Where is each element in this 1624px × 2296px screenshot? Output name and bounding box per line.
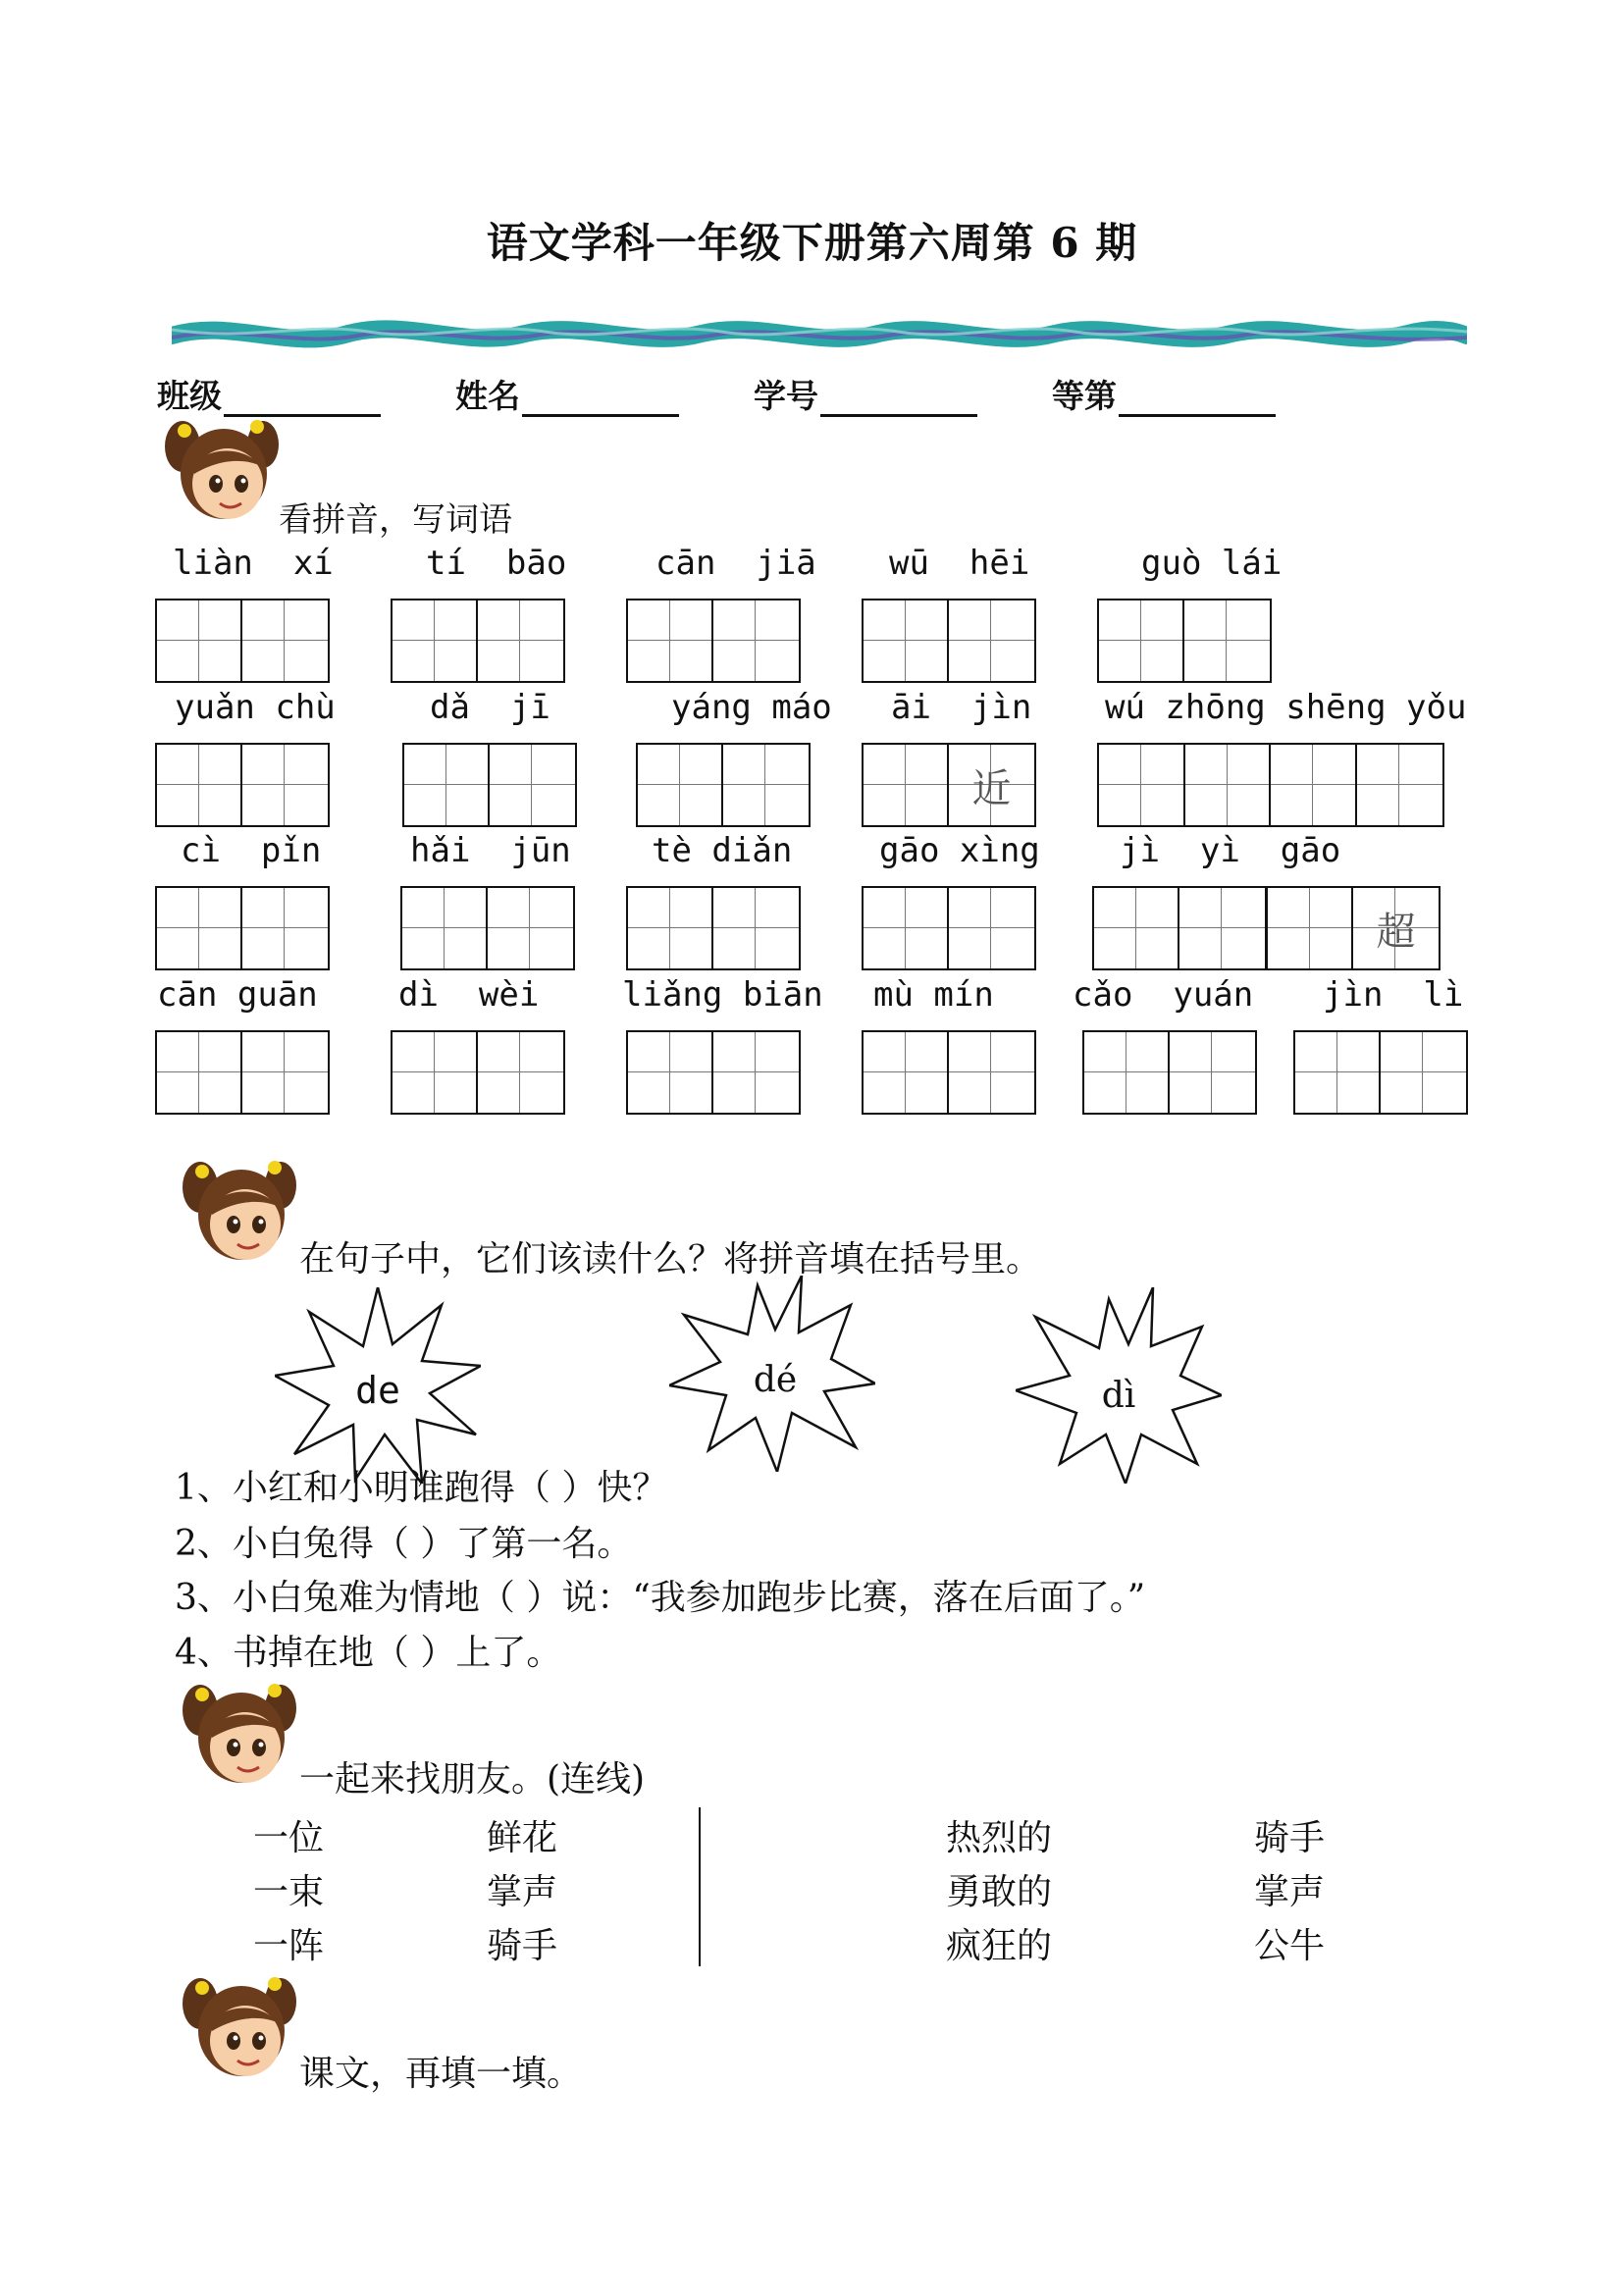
pinyin-label: gāo xìng bbox=[879, 831, 1040, 870]
writing-cell[interactable] bbox=[242, 600, 328, 681]
writing-cell[interactable] bbox=[157, 600, 242, 681]
name-field[interactable]: 姓名 bbox=[455, 371, 679, 417]
cell-hint-char bbox=[713, 888, 799, 968]
cell-hint-char bbox=[628, 888, 711, 968]
student-number-field[interactable]: 学号 bbox=[754, 371, 977, 417]
girl-icon bbox=[173, 1158, 300, 1268]
writing-grid[interactable] bbox=[862, 743, 1036, 827]
pinyin-label: hǎi jūn bbox=[410, 831, 571, 870]
writing-grid[interactable] bbox=[626, 1030, 801, 1115]
cell-hint-char bbox=[1295, 1032, 1379, 1113]
writing-grid[interactable] bbox=[391, 599, 565, 683]
writing-grid[interactable] bbox=[155, 599, 330, 683]
pinyin-label: yuǎn chù bbox=[175, 688, 336, 727]
cell-hint-char bbox=[402, 888, 486, 968]
cell-hint-char: 近 bbox=[971, 765, 1012, 811]
writing-cell[interactable] bbox=[713, 1032, 799, 1113]
name-blank[interactable] bbox=[522, 381, 679, 417]
cell-hint-char bbox=[478, 1032, 563, 1113]
writing-grid[interactable] bbox=[155, 886, 330, 970]
pinyin-label: tí bāo bbox=[426, 544, 567, 583]
writing-cell[interactable] bbox=[949, 745, 1034, 825]
writing-cell[interactable] bbox=[713, 600, 799, 681]
writing-grid[interactable] bbox=[862, 1030, 1036, 1115]
writing-cell[interactable] bbox=[1179, 888, 1265, 968]
class-blank[interactable] bbox=[224, 381, 381, 417]
cell-hint-char bbox=[1271, 745, 1355, 825]
starburst-icon bbox=[669, 1276, 875, 1472]
writing-cell[interactable] bbox=[242, 888, 328, 968]
noun-word-2[interactable]: 掌声 bbox=[487, 1872, 558, 1912]
pinyin-label: liǎng biān bbox=[622, 975, 823, 1015]
cell-hint-char bbox=[1268, 888, 1351, 968]
pinyin-label: tè diǎn bbox=[652, 831, 793, 870]
student-number-blank[interactable] bbox=[820, 381, 977, 417]
pinyin-label: liàn xí bbox=[173, 544, 334, 583]
section2-instruction: 在句子中，它们该读什么？将拼音填在括号里。 bbox=[299, 1239, 1042, 1279]
writing-cell[interactable] bbox=[864, 888, 949, 968]
writing-cell[interactable] bbox=[864, 600, 949, 681]
writing-cell[interactable] bbox=[949, 888, 1034, 968]
star-label-de: de bbox=[355, 1369, 400, 1412]
writing-cell[interactable] bbox=[478, 1032, 563, 1113]
sentence-2: 2、小白兔得（ ）了第一名。 bbox=[175, 1524, 633, 1564]
writing-cell[interactable] bbox=[864, 745, 949, 825]
measure-word-3[interactable]: 一阵 bbox=[253, 1926, 325, 1966]
pinyin-label: mù mín bbox=[873, 975, 994, 1015]
cell-hint-char bbox=[488, 888, 573, 968]
writing-cell[interactable] bbox=[628, 888, 713, 968]
writing-cell[interactable] bbox=[1357, 745, 1442, 825]
cell-hint-char bbox=[628, 1032, 711, 1113]
column-divider bbox=[699, 1807, 701, 1966]
cell-hint-char bbox=[723, 745, 809, 825]
girl-icon bbox=[155, 417, 283, 527]
cell-hint-char bbox=[949, 1032, 1034, 1113]
writing-grid[interactable] bbox=[155, 743, 330, 827]
writing-cell[interactable] bbox=[1295, 1032, 1381, 1113]
cell-hint-char bbox=[157, 888, 240, 968]
writing-cell[interactable] bbox=[949, 600, 1034, 681]
cell-hint-char bbox=[1184, 600, 1270, 681]
writing-grid[interactable] bbox=[626, 886, 801, 970]
writing-grid[interactable] bbox=[1097, 743, 1444, 827]
cell-hint-char bbox=[478, 600, 563, 681]
cell-hint-char bbox=[242, 600, 328, 681]
girl-icon bbox=[173, 1681, 300, 1791]
cell-hint-char bbox=[628, 600, 711, 681]
cell-hint-char bbox=[1179, 888, 1265, 968]
sentence-1: 1、小红和小明谁跑得（ ）快？ bbox=[175, 1468, 668, 1508]
cell-hint-char bbox=[949, 888, 1034, 968]
sentence-3: 3、小白兔难为情地（ ）说：“我参加跑步比赛，落在后面了。” bbox=[175, 1578, 1146, 1618]
cell-hint-char bbox=[713, 600, 799, 681]
star-label-di: dì bbox=[1101, 1376, 1136, 1416]
pinyin-label: jì yì gāo bbox=[1120, 831, 1341, 870]
object-word-1[interactable]: 骑手 bbox=[1254, 1818, 1326, 1858]
cell-hint-char bbox=[949, 600, 1034, 681]
cell-hint-char bbox=[242, 745, 328, 825]
cell-hint-char: 超 bbox=[1376, 909, 1416, 955]
measure-word-2[interactable]: 一束 bbox=[253, 1872, 325, 1912]
cell-hint-char bbox=[1381, 1032, 1466, 1113]
pinyin-label: jìn lì bbox=[1323, 975, 1464, 1015]
writing-cell[interactable] bbox=[1353, 888, 1439, 968]
cell-hint-char bbox=[1170, 1032, 1255, 1113]
pinyin-label: cì pǐn bbox=[181, 831, 322, 870]
writing-cell[interactable] bbox=[242, 745, 328, 825]
writing-cell[interactable] bbox=[393, 1032, 478, 1113]
writing-grid[interactable] bbox=[391, 1030, 565, 1115]
pinyin-label: cān guān bbox=[157, 975, 318, 1015]
writing-cell[interactable] bbox=[1099, 745, 1185, 825]
object-word-3[interactable]: 公牛 bbox=[1254, 1926, 1326, 1966]
cell-hint-char bbox=[393, 600, 476, 681]
cell-hint-char bbox=[157, 745, 240, 825]
writing-cell[interactable] bbox=[1170, 1032, 1255, 1113]
grade-field[interactable]: 等第 bbox=[1052, 371, 1276, 417]
writing-cell[interactable] bbox=[1271, 745, 1357, 825]
writing-cell[interactable] bbox=[1185, 745, 1272, 825]
cell-hint-char bbox=[864, 745, 947, 825]
writing-cell[interactable] bbox=[402, 888, 488, 968]
starburst-icon bbox=[275, 1287, 481, 1484]
cell-hint-char bbox=[1094, 888, 1178, 968]
writing-cell[interactable] bbox=[404, 745, 490, 825]
cell-hint-char bbox=[1099, 745, 1183, 825]
writing-grid[interactable] bbox=[1082, 1030, 1257, 1115]
writing-grid[interactable] bbox=[626, 599, 801, 683]
sentence-4: 4、书掉在地（ ）上了。 bbox=[175, 1633, 562, 1673]
object-word-2[interactable]: 掌声 bbox=[1254, 1872, 1326, 1912]
adjective-word-2[interactable]: 勇敢的 bbox=[946, 1872, 1053, 1912]
girl-icon bbox=[173, 1974, 300, 2084]
writing-grid[interactable] bbox=[1293, 1030, 1468, 1115]
cell-hint-char bbox=[864, 888, 947, 968]
writing-grid[interactable] bbox=[862, 599, 1036, 683]
writing-cell[interactable] bbox=[488, 888, 573, 968]
cell-hint-char bbox=[490, 745, 575, 825]
pinyin-label: dǎ jī bbox=[430, 688, 550, 727]
star-label-de2: dé bbox=[753, 1360, 798, 1400]
writing-cell[interactable] bbox=[490, 745, 575, 825]
pinyin-label: cān jiā bbox=[655, 544, 816, 583]
writing-cell[interactable] bbox=[723, 745, 809, 825]
writing-grid[interactable] bbox=[1092, 886, 1267, 970]
cell-hint-char bbox=[157, 600, 240, 681]
cell-hint-char bbox=[638, 745, 721, 825]
pinyin-label: guò lái bbox=[1141, 544, 1283, 583]
writing-cell[interactable] bbox=[157, 1032, 242, 1113]
cell-hint-char bbox=[1099, 600, 1182, 681]
writing-cell[interactable] bbox=[628, 1032, 713, 1113]
writing-cell[interactable] bbox=[1184, 600, 1270, 681]
writing-cell[interactable] bbox=[713, 888, 799, 968]
starburst-icon bbox=[1016, 1287, 1222, 1484]
cell-hint-char bbox=[1084, 1032, 1168, 1113]
writing-grid[interactable] bbox=[636, 743, 811, 827]
cell-hint-char bbox=[404, 745, 488, 825]
pinyin-label: wū hēi bbox=[889, 544, 1030, 583]
section3-instruction: 一起来找朋友。(连线) bbox=[299, 1759, 646, 1800]
writing-cell[interactable] bbox=[1084, 1032, 1170, 1113]
writing-grid[interactable] bbox=[1097, 599, 1272, 683]
writing-grid[interactable] bbox=[862, 886, 1036, 970]
noun-word-1[interactable]: 鲜花 bbox=[487, 1818, 558, 1858]
writing-cell[interactable] bbox=[242, 1032, 328, 1113]
writing-grid[interactable] bbox=[1266, 886, 1441, 970]
section1-instruction: 看拼音，写词语 bbox=[279, 500, 512, 540]
cell-hint-char bbox=[713, 1032, 799, 1113]
cell-hint-char bbox=[242, 1032, 328, 1113]
adjective-word-3[interactable]: 疯狂的 bbox=[946, 1926, 1053, 1966]
writing-grid[interactable] bbox=[402, 743, 577, 827]
writing-grid[interactable] bbox=[400, 886, 575, 970]
pinyin-label: yáng máo bbox=[671, 688, 832, 727]
writing-cell[interactable] bbox=[628, 600, 713, 681]
section4-instruction: 课文，再填一填。 bbox=[299, 2054, 583, 2094]
cell-hint-char bbox=[1185, 745, 1270, 825]
writing-cell[interactable] bbox=[1094, 888, 1179, 968]
pinyin-label: āi jìn bbox=[891, 688, 1032, 727]
writing-cell[interactable] bbox=[864, 1032, 949, 1113]
pinyin-label: wú zhōng shēng yǒu bbox=[1105, 688, 1467, 727]
writing-cell[interactable] bbox=[638, 745, 723, 825]
adjective-word-1[interactable]: 热烈的 bbox=[946, 1818, 1053, 1858]
cell-hint-char bbox=[864, 600, 947, 681]
cell-hint-char bbox=[864, 1032, 947, 1113]
writing-cell[interactable] bbox=[949, 1032, 1034, 1113]
pinyin-label: dì wèi bbox=[398, 975, 540, 1015]
pinyin-label: cǎo yuán bbox=[1073, 975, 1254, 1015]
cell-hint-char bbox=[242, 888, 328, 968]
writing-cell[interactable] bbox=[157, 888, 242, 968]
writing-cell[interactable] bbox=[478, 600, 563, 681]
writing-cell[interactable] bbox=[1381, 1032, 1466, 1113]
writing-cell[interactable] bbox=[1268, 888, 1353, 968]
decorative-banner bbox=[172, 312, 1467, 357]
page-title: 语文学科一年级下册第六周第 6 期 bbox=[486, 219, 1138, 267]
writing-cell[interactable] bbox=[157, 745, 242, 825]
measure-word-1[interactable]: 一位 bbox=[253, 1818, 325, 1858]
writing-cell[interactable] bbox=[393, 600, 478, 681]
class-field[interactable]: 班级 bbox=[157, 371, 381, 417]
writing-cell[interactable] bbox=[1099, 600, 1184, 681]
cell-hint-char bbox=[157, 1032, 240, 1113]
cell-hint-char bbox=[1357, 745, 1442, 825]
writing-grid[interactable] bbox=[155, 1030, 330, 1115]
noun-word-3[interactable]: 骑手 bbox=[487, 1926, 558, 1966]
cell-hint-char bbox=[393, 1032, 476, 1113]
grade-blank[interactable] bbox=[1119, 381, 1276, 417]
